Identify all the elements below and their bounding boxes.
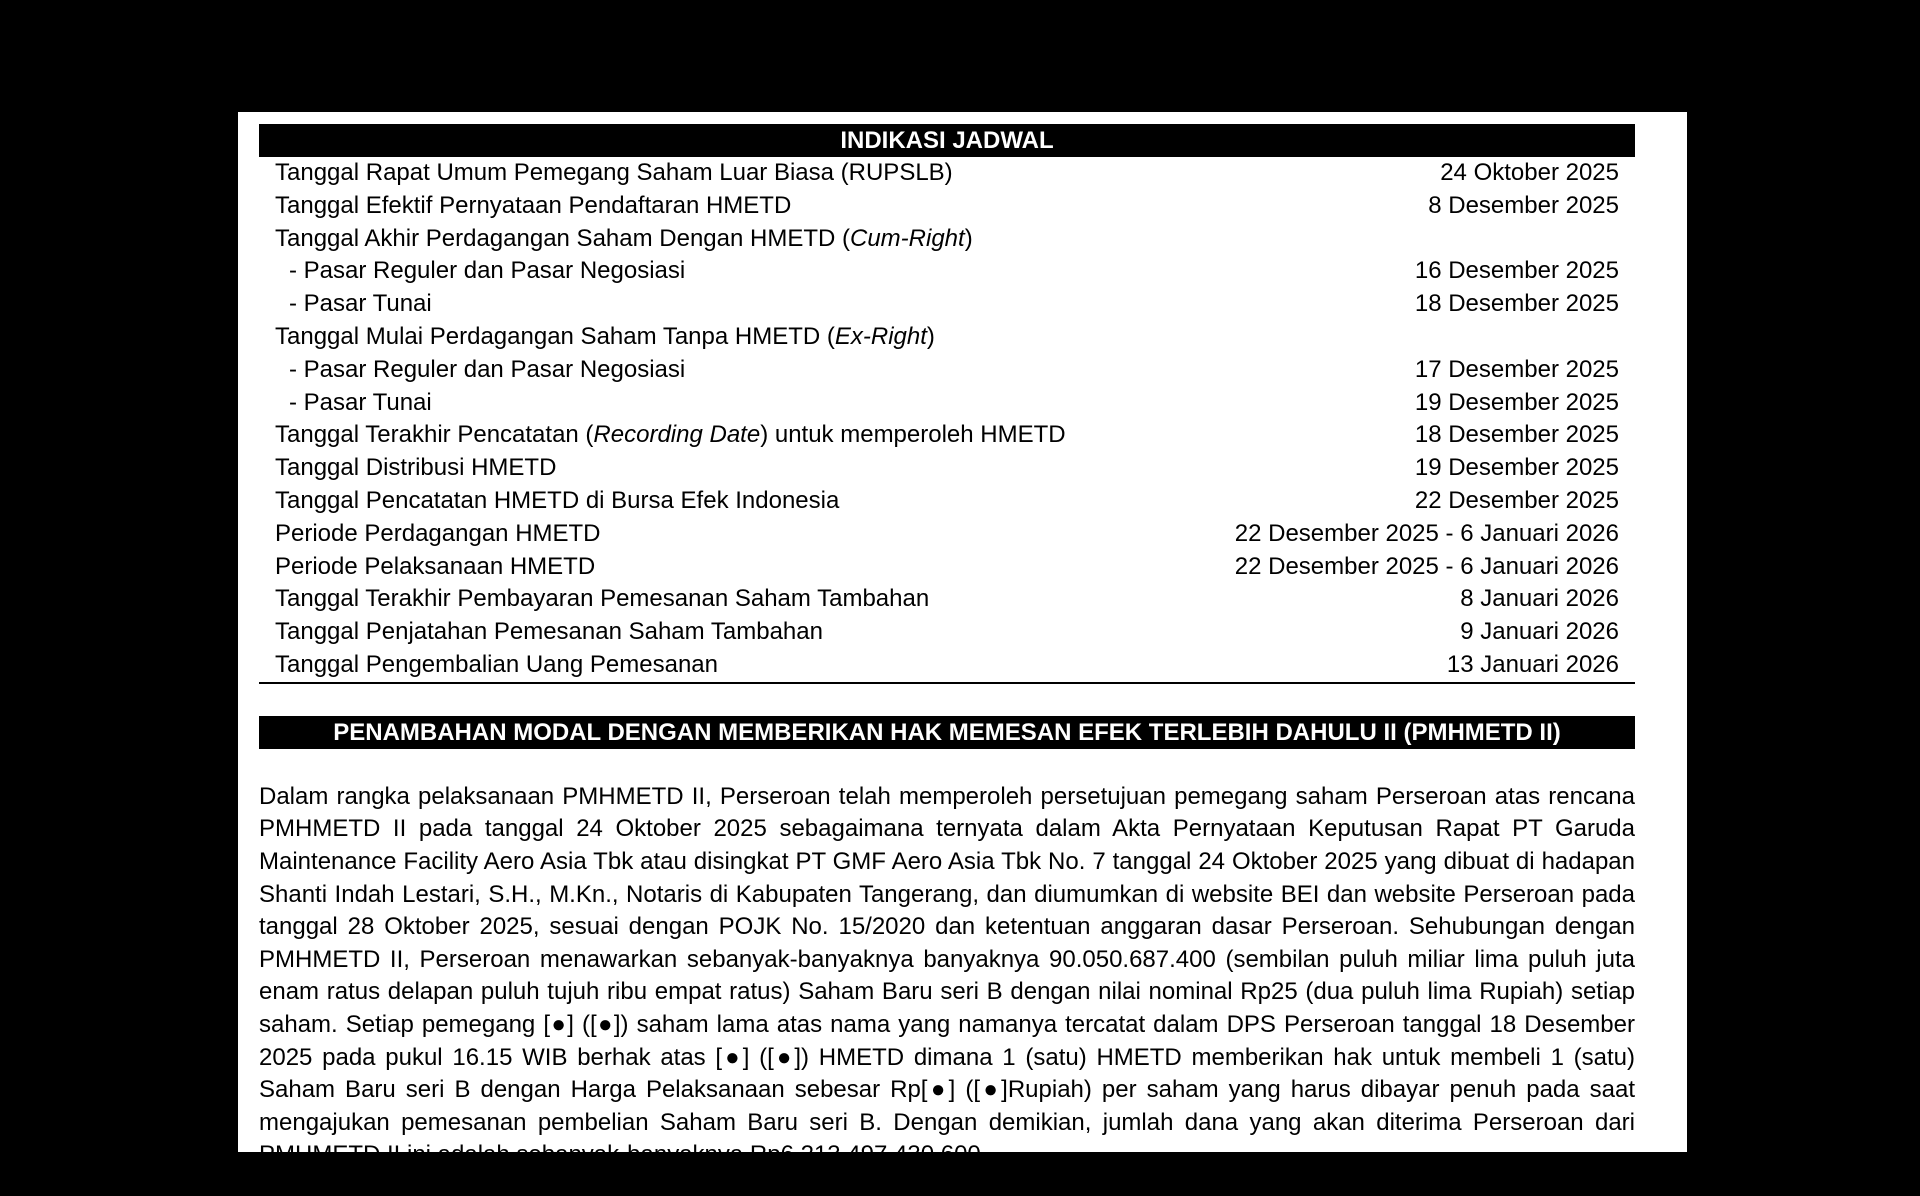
label-text: Tanggal Terakhir Pencatatan ( <box>275 421 594 449</box>
schedule-row <box>259 485 1635 518</box>
schedule-label: - Pasar Reguler dan Pasar Negosiasi <box>289 257 686 285</box>
schedule-row <box>259 551 1635 584</box>
schedule-label: - Pasar Tunai <box>289 290 432 318</box>
document-content <box>259 124 1635 1196</box>
schedule-value: 17 Desember 2025 <box>1414 355 1619 383</box>
pmhmetd-header: PENAMBAHAN MODAL DENGAN MEMBERIKAN HAK MEMESAN EFEK TERLEBIH DAHULU II (PMHMETD II) <box>259 716 1635 749</box>
schedule-value: 24 Oktober 2025 <box>1440 159 1619 186</box>
document-page <box>238 112 1687 1169</box>
label-text: ) <box>964 224 973 252</box>
schedule-row <box>259 419 1635 452</box>
schedule-row <box>259 518 1635 551</box>
schedule-value: 9 Januari 2026 <box>1460 618 1619 646</box>
schedule-header: INDIKASI JADWAL <box>259 124 1635 157</box>
schedule-label: Tanggal Pengembalian Uang Pemesanan <box>275 650 718 678</box>
schedule-value: 18 Desember 2025 <box>1414 421 1619 449</box>
schedule-row <box>259 321 1635 354</box>
schedule-value: 19 Desember 2025 <box>1414 454 1619 482</box>
schedule-row <box>259 190 1635 223</box>
schedule-value: 18 Desember 2025 <box>1414 290 1619 318</box>
schedule-row <box>259 387 1635 420</box>
label-text: ) <box>926 322 935 350</box>
schedule-label: Tanggal Pencatatan HMETD di Bursa Efek Indonesia <box>275 486 840 514</box>
label-text: Tanggal Akhir Perdagangan Saham Dengan HMETD ( <box>275 224 850 252</box>
schedule-value: 8 Desember 2025 <box>1428 191 1619 219</box>
schedule-label <box>275 223 973 256</box>
schedule-value: 13 Januari 2026 <box>1446 650 1619 678</box>
schedule-label: Tanggal Penjatahan Pemesanan Saham Tambahan <box>275 618 823 646</box>
schedule-label: Tanggal Terakhir Pembayaran Pemesanan Saham Tambahan <box>275 585 930 613</box>
schedule-row <box>259 157 1635 190</box>
schedule-row <box>259 452 1635 485</box>
schedule-row <box>259 649 1635 682</box>
schedule-label: Tanggal Rapat Umum Pemegang Saham Luar Biasa (RUPSLB) <box>275 159 953 186</box>
schedule-table <box>259 157 1635 684</box>
schedule-value: 22 Desember 2025 - 6 Januari 2026 <box>1234 519 1619 547</box>
schedule-row <box>259 223 1635 256</box>
section-spacer <box>259 684 1635 716</box>
label-text: ) untuk memperoleh HMETD <box>760 421 1066 449</box>
schedule-row <box>259 288 1635 321</box>
schedule-label <box>275 419 1066 452</box>
label-italic: Ex-Right <box>834 322 927 350</box>
schedule-label: Tanggal Distribusi HMETD <box>275 454 557 482</box>
schedule-value: 19 Desember 2025 <box>1414 388 1619 416</box>
schedule-label <box>275 321 935 354</box>
schedule-row <box>259 616 1635 649</box>
schedule-row <box>259 354 1635 387</box>
schedule-value: 16 Desember 2025 <box>1414 257 1619 285</box>
schedule-row <box>259 583 1635 616</box>
schedule-label: Periode Perdagangan HMETD <box>275 519 601 547</box>
schedule-label: Tanggal Efektif Pernyataan Pendaftaran HMETD <box>275 191 792 219</box>
label-text: Tanggal Mulai Perdagangan Saham Tanpa HMETD ( <box>275 322 835 350</box>
schedule-label: Periode Pelaksanaan HMETD <box>275 552 596 580</box>
schedule-value: 22 Desember 2025 - 6 Januari 2026 <box>1234 552 1619 580</box>
pmhmetd-paragraph: Dalam rangka pelaksanaan PMHMETD II, Perseroan telah memperoleh persetujuan pemegang saham Perseroan atas rencana PMHMETD II pada tanggal 24 Oktober 2025 sebagaimana ternyata dalam Akta Pernyataan Keputusan Rapat PT Garuda Maintenance Facility Aero Asia Tbk atau disingkat PT GMF Aero Asia Tbk No. 7 tanggal 24 Oktober 2025 yang dibuat di hadapan Shanti Indah Lestari, S.H., M.Kn., Notaris di Kabupaten Tangerang, dan diumumkan di website BEI dan website Perseroan pada tanggal 28 Oktober 2025, sesuai dengan POJK No. 15/2020 dan ketentuan anggaran dasar Perseroan. Sehubungan dengan PMHMETD II, Perseroan menawarkan sebanyak-banyaknya banyaknya 90.050.687.400 (sembilan puluh miliar lima puluh juta enam ratus delapan puluh tujuh ribu empat ratus) Saham Baru seri B dengan nilai nominal Rp25 (dua puluh lima Rupiah) setiap saham. Setiap pemegang [●] ([●]) saham lama atas nama yang namanya tercatat dalam DPS Perseroan tanggal 18 Desember 2025 pada pukul 16.15 WIB berhak atas [●] ([●]) HMETD dimana 1 (satu) HMETD memberikan hak untuk membeli 1 (satu) Saham Baru seri B dengan Harga Pelaksanaan sebesar Rp[●] ([●]Rupiah) per saham yang harus dibayar penuh pada saat mengajukan pemesanan pembelian Saham Baru seri B. Dengan demikian, jumlah dana yang akan diterima Perseroan dari PMHMETD II ini adalah sebanyak-banyaknya Rp6.213.497.430.600 <box>259 782 1635 1169</box>
schedule-value: 22 Desember 2025 <box>1414 486 1619 514</box>
schedule-label: - Pasar Tunai <box>289 388 432 416</box>
label-italic: Recording Date <box>593 421 761 449</box>
schedule-value: 8 Januari 2026 <box>1460 585 1619 613</box>
label-italic: Cum-Right <box>850 224 965 252</box>
schedule-label: - Pasar Reguler dan Pasar Negosiasi <box>289 355 686 383</box>
schedule-row <box>259 255 1635 288</box>
